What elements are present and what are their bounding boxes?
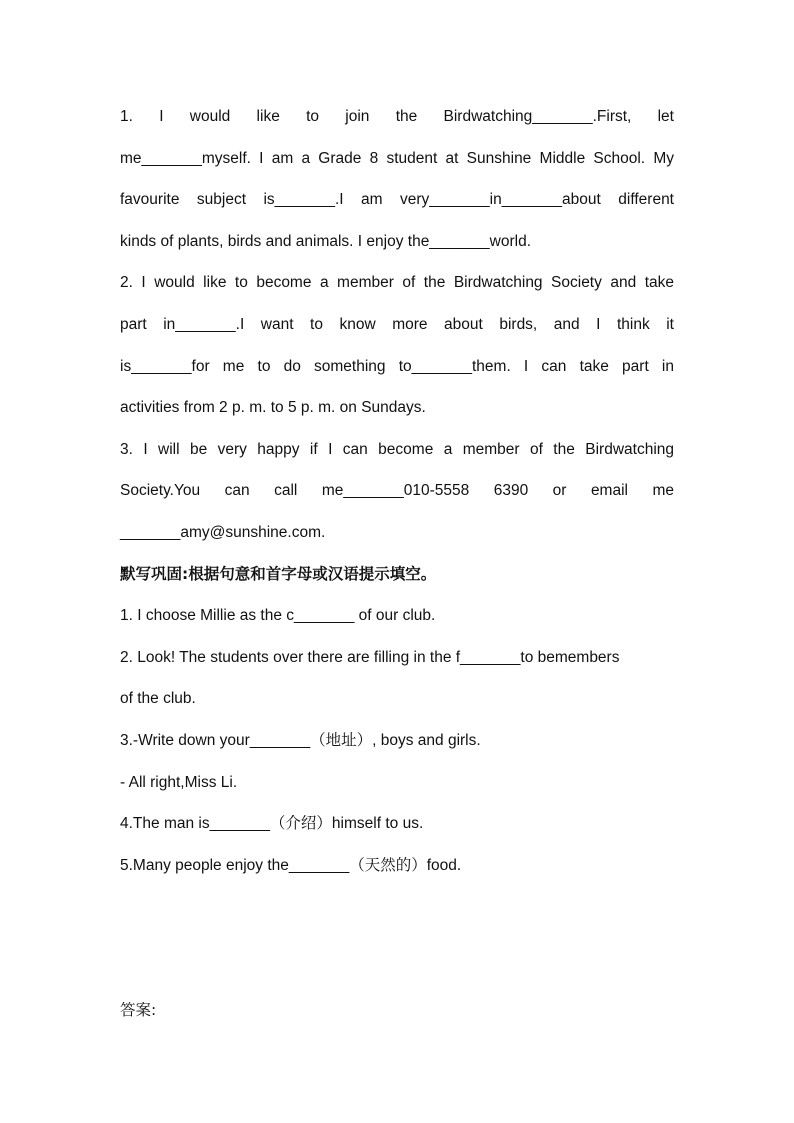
passage-line: 3. I will be very happy if I can become a member of the Birdwatching <box>120 440 674 458</box>
exercise-line: of the club. <box>120 690 196 708</box>
exercise-line: 4.The man is_______（介绍）himself to us. <box>120 815 424 833</box>
exercise-line: 1. I choose Millie as the c_______ of our club. <box>120 607 436 625</box>
section-heading: 默写巩固:根据句意和首字母或汉语提示填空。 <box>120 564 437 583</box>
passage-line: is_______for me to do something to_______them. I can take part in <box>120 357 674 375</box>
passage-line: Society.You can call me_______010-5558 6390 or email me <box>120 482 674 500</box>
passage-line: activities from 2 p. m. to 5 p. m. on Sundays. <box>120 399 426 417</box>
exercise-line: 5.Many people enjoy the_______（天然的）food. <box>120 856 462 874</box>
passage-line: 1. I would like to join the Birdwatching_______.First, let <box>120 108 674 125</box>
passage-line: favourite subject is_______.I am very_______in_______about different <box>120 191 674 209</box>
passage-line: kinds of plants, birds and animals. I enjoy the_______world. <box>120 232 531 250</box>
exercise-line: 3.-Write down your_______（地址）, boys and girls. <box>120 731 481 749</box>
exercise-line: - All right,Miss Li. <box>120 773 238 791</box>
passage-line: me_______myself. I am a Grade 8 student at Sunshine Middle School. My <box>120 149 674 167</box>
passage-line: 2. I would like to become a member of the Birdwatching Society and take <box>120 274 674 292</box>
answer-label: 答案: <box>120 1001 157 1020</box>
exercise-line: 2. Look! The students over there are filling in the f_______to bemembers <box>120 648 620 666</box>
passage-line: part in_______.I want to know more about birds, and I think it <box>120 315 674 333</box>
blank-space <box>120 886 674 990</box>
passage-line: _______amy@sunshine.com. <box>120 523 326 541</box>
document-page <box>120 96 674 1032</box>
